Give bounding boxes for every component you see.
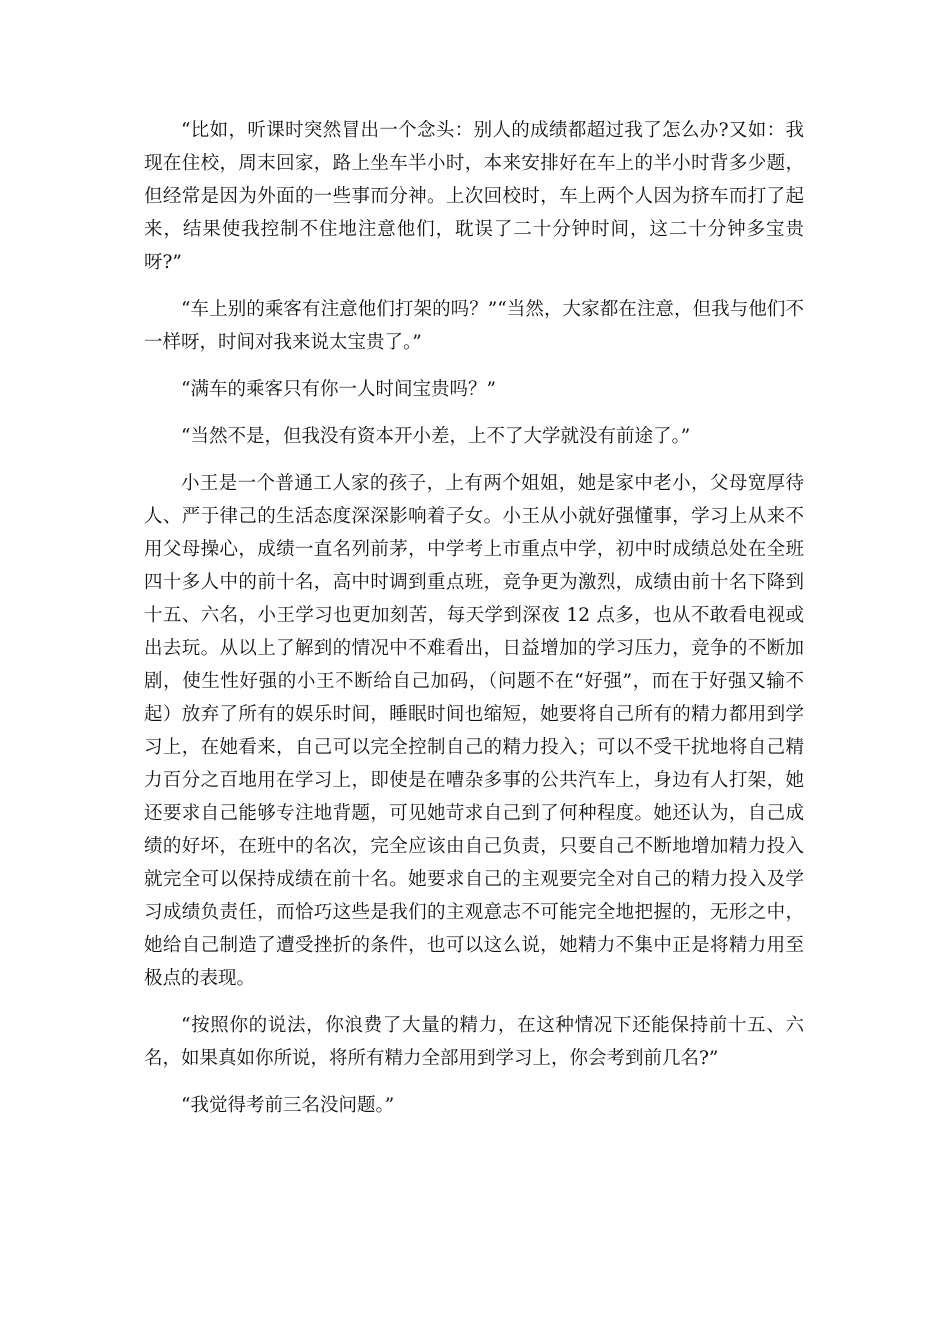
paragraph-1: “比如，听课时突然冒出一个念头：别人的成绩都超过我了怎么办?又如：我现在住校，周末回家，路上坐车半小时，本来安排好在车上的半小时背多少题，但经常是因为外面的一些事而分神。上次回校时，车上两个人因为挤车而打了起来，结果使我控制不住地注意他们，耽误了二十分钟时间，这二十分钟多宝贵呀?” bbox=[144, 120, 804, 273]
paragraph-4: “当然不是，但我没有资本开小差，上不了大学就没有前途了。” bbox=[181, 426, 691, 447]
paragraph-2: “车上别的乘客有注意他们打架的吗？”“当然，大家都在注意，但我与他们不一样呀，时间对我来说太宝贵了。” bbox=[144, 299, 804, 353]
paragraph-7: “我觉得考前三名没问题。” bbox=[181, 1095, 395, 1116]
paragraph-3: “满车的乘客只有你一人时间宝贵吗？” bbox=[181, 379, 496, 400]
paragraph-5: 小王是一个普通工人家的孩子，上有两个姐姐，她是家中老小，父母宽厚待人、严于律己的生活态度深深影响着子女。小王从小就好强懂事，学习上从来不用父母操心，成绩一直名列前茅，中学考上市重点中学，初中时成绩总处在全班四十多人中的前十名，高中时调到重点班，竞争更为激烈，成绩由前十名下降到十五、六名，小王学习也更加刻苦，每天学到深夜 12 点多，也从不敢看电视或出去玩。从以上了解到的情况中不难看出，日益增加的学习压力，竞争的不断加剧，使生性好强的小王不断给自己加码，（问题不在“好强”，而在于好强又输不起）放弃了所有的娱乐时间，睡眠时间也缩短，她要将自己所有的精力都用到学习上，在她看来，自己可以完全控制自己的精力投入；可以不受干扰地将自己精力百分之百地用在学习上，即使是在嘈杂多事的公共汽车上，身边有人打架，她还要求自己能够专注地背题，可见她苛求自己到了何种程度。她还认为，自己成绩的好坏，在班中的名次，完全应该由自己负责，只要自己不断地增加精力投入就完全可以保持成绩在前十名。她要求自己的主观要完全对自己的精力投入及学习成绩负责任，而恰巧这些是我们的主观意志不可能完全地把握的，无形之中，她给自己制造了遭受挫折的条件，也可以这么说，她精力不集中正是将精力用至极点的表现。 bbox=[144, 473, 804, 989]
paragraph-6: “按照你的说法，你浪费了大量的精力，在这种情况下还能保持前十五、六名，如果真如你所说，将所有精力全部用到学习上，你会考到前几名?” bbox=[144, 1015, 804, 1069]
document-body bbox=[144, 114, 804, 1136]
